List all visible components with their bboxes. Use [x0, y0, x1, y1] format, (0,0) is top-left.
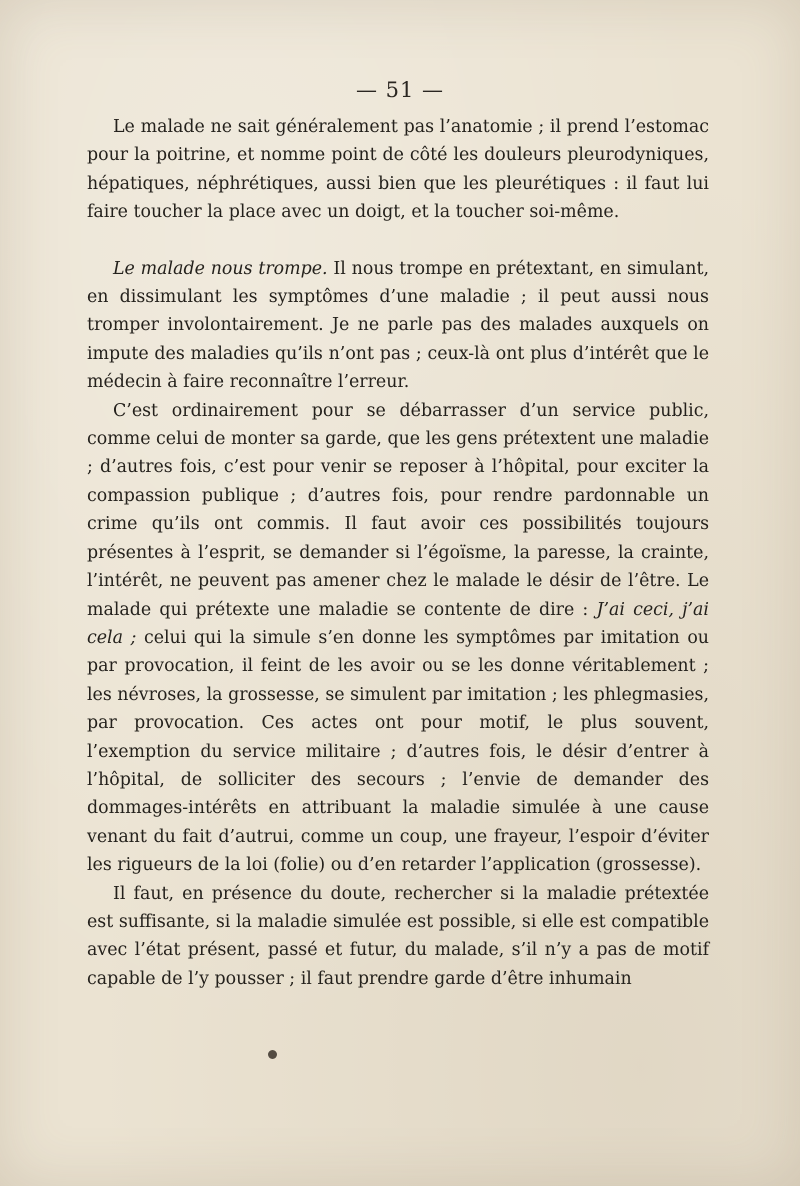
- paragraph-pretexte: [87, 397, 709, 880]
- paragraph-anatomy: Le malade ne sait généralement pas l’anatomie ; il prend l’estomac pour la poitrine, et nomme point de côté les douleurs pleurodyniques, hépatiques, néphrétiques, aussi bien que les pleurétiques : il faut lui faire toucher la place avec un doigt, et la toucher soi-même.: [87, 117, 709, 223]
- body-text: [87, 113, 709, 993]
- italic-heading: Le malade nous trompe.: [113, 258, 328, 279]
- paragraph-text: C’est ordinairement pour se débarrasser d’un service public, comme celui de monter sa garde, que les gens prétextent une maladie ; d’autres fois, c’est pour venir se reposer à l’hôpital, pour exciter la compassion publique ; d’autres fois, pour rendre pardonnable un crime qu’ils ont commis. Il faut avoir ces possibilités toujours présentes à l’esprit, se demander si l’égoïsme, la paresse, la crainte, l’intérêt, ne peuvent pas amener chez le malade le désir de l’être. Le malade qui prétexte une maladie se contente de dire :: [87, 400, 709, 620]
- paragraph-text: Il nous trompe en prétextant, en simulant, en dissimulant les symptômes d’une maladie ; il peut aussi nous tromper involontairement. Je ne parle pas des malades auxquels on impute des maladies qu’ils n’ont pas ; ceux-là ont plus d’intérêt que le médecin à faire reconnaître l’erreur.: [87, 258, 709, 393]
- italic-quote: J’ai ceci, j’ai cela ;: [87, 599, 709, 648]
- ink-spot: [268, 1050, 277, 1059]
- paragraph-malade-trompe: [87, 255, 709, 397]
- paragraph-doute: Il faut, en présence du doute, rechercher si la maladie prétextée est suffisante, si la maladie simulée est possible, si elle est compatible avec l’état présent, passé et futur, du malade, s’il n’y a pas de motif capable de l’y pousser ; il faut prendre garde d’être inhumain: [87, 883, 709, 989]
- page-number: — 51 —: [355, 78, 445, 102]
- paragraph-text: celui qui la simule s’en donne les symptômes par imitation ou par provocation, il feint de les avoir ou se les donne véritablement ; les névroses, la grossesse, se simulent par imitation ; les phlegmasies, par provocation. Ces actes ont pour motif, le plus souvent, l’exemption du service militaire ; d’autres fois, le désir d’entrer à l’hôpital, de solliciter des secours ; l’envie de demander des dommages-intérêts en attribuant la maladie simulée à une cause venant du fait d’autrui, comme un coup, une frayeur, l’espoir d’éviter les rigueurs de la loi (folie) ou d’en retarder l’application (grossesse).: [87, 627, 709, 876]
